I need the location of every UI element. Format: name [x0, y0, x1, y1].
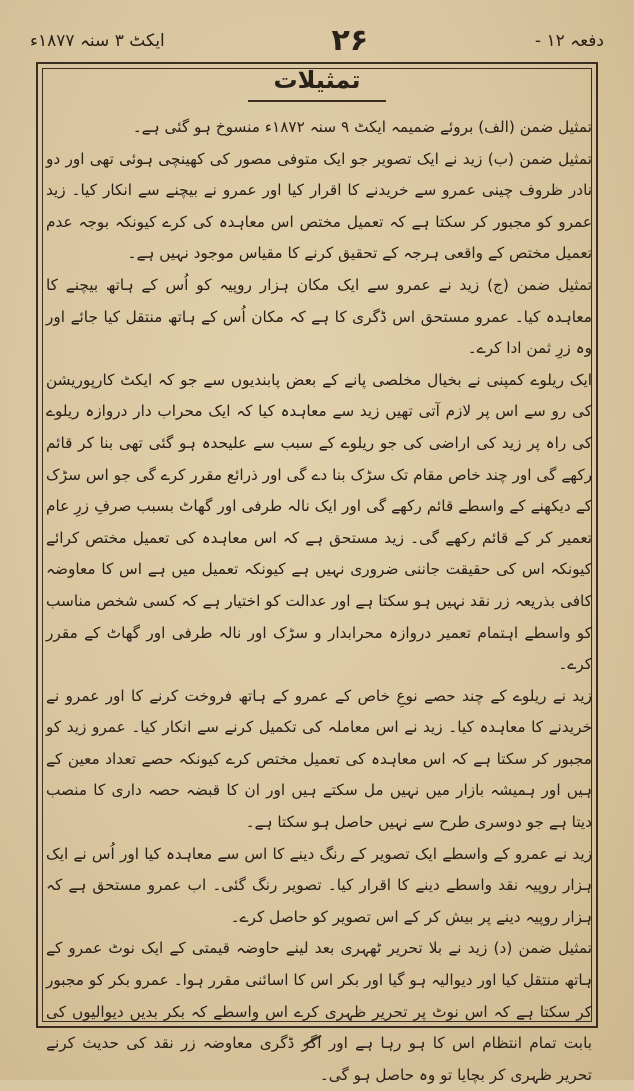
page-number: ۲۶ [331, 22, 369, 58]
paragraph: تمثیل ضمن (ب) زید نے ایک تصویر جو ایک متوفی مصور کی کھینچی ہوئی تھی اور دو نادر ظروف چینی عمرو سے خریدنے کا اقرار کیا اور عمرو نے بیچنے سے انکار کیا۔ زید عمرو کو مجبور کر سکتا ہے کہ تعمیل مختص اس معاہدہ کی کرے کیونکہ بوجہ عدم تعمیل مختص کے واقعی ہرجہ کے تحقیق کرنے کا مقیاس موجود نہیں ہے۔ [46, 149, 592, 263]
paragraph: زید نے ریلوے کے چند حصے نوعِ خاص کے عمرو کے ہاتھ فروخت کرنے کا اور عمرو نے خریدنے کا معاہدہ کیا۔ زید نے اس معاملہ کی تکمیل کرنے سے انکار کیا۔ عمرو زید کو مجبور کر سکتا ہے کہ اس معاہدہ کی تعمیل مختص کرے کیونکہ حصے تعداد معین کے ہیں اور ہمیشہ بازار میں نہیں مل سکتے ہیں اور ان کا قبضہ حصہ داری کا منصب دیتا ہے جو دوسری طرح سے نہیں حاصل ہو سکتا ہے۔ [46, 686, 592, 832]
running-head [30, 22, 604, 58]
heading-underline [248, 100, 386, 102]
act-reference: ایکٹ ۳ سنہ ۱۸۷۷ء [30, 30, 165, 51]
paragraph: زید نے عمرو کے واسطے ایک تصویر کے رنگ دینے کا اس سے معاہدہ کیا اور اُس نے ایک ہزار روپیہ نقد واسطے دینے کا اقرار کیا۔ تصویر رنگ گئی۔ اب عمرو مستحق ہے کہ ہزار روپیہ دینے پر بیش کر کے اس تصویر کو حاصل کرے۔ [46, 844, 592, 926]
body-text [46, 112, 592, 1091]
section-heading: تمثیلات [273, 66, 361, 94]
section-reference: دفعہ ۱۲ - [534, 30, 604, 51]
paragraph: تمثیل ضمن (الف) بروئے ضمیمہ ایکٹ ۹ سنہ ۱۸۷۲ء منسوخ ہو گئی ہے۔ [132, 118, 592, 136]
paragraph: تمثیل ضمن (د) زید نے بلا تحریر ٹھہری بعد لینے حاوضہ قیمتی کے ایک نوٹ عمرو کے ہاتھ منتقل کیا اور دیوالیہ ہو گیا اور بکر اس کا اسائنی مقرر ہوا۔ عمرو بکر کو مجبور کر سکتا ہے کہ اس نوٹ پر تحریر ظہری کرے اس واسطے کہ بکر بدیں دیوالیوں کی بابت تمام انتظام اس کا ہو رہا ہے اور اگر ڈگری معاوضہ زر نقد کی حدیث کرنے تحریر ظہری کر بچایا تو وہ حاصل ہو گی۔ [46, 939, 592, 1084]
paragraph: ایک ریلوے کمپنی نے بخیال مخلصی پانے کے بعض پابندیوں سے جو کہ ایکٹ کارپوریشن کی رو سے اس پر لازم آتی تھیں زید سے معاہدہ کیا کہ ایک محراب دار دروازہ ریلوے کی راہ پر زید کی اراضی کی جو ریلوے کے سبب سے علیحدہ ہو گئی تھی بنا کر قائم رکھے گی اور چند خاص مقام تک سڑک بنا دے گی اور ذرائع مقرر کرے گی جو اس سڑک کے دیکھنے کے واسطے قائم رکھے گی اور ایک نالہ طرفی اور گھاٹ بسبب صرفِ زرِ عام تعمیر کر کے قائم رکھے گی۔ زید مستحق ہے کہ اس معاہدہ کی تعمیل مختص کرائے کیونکہ اس کی حقیقت جاننی ضروری نہیں ہے کیونکہ تعمیل میں ہے اس کا معاوضہ کافی بذریعہ زر نقد نہیں ہو سکتا ہے اور عدالت کو اختیار ہے کہ کسی شخص مناسب کو واسطے اہتمام تعمیر دروازہ محرابدار و سڑک اور نالہ طرفی اور گھاٹ کے مقرر کرے۔ [46, 370, 592, 674]
paragraph: تمثیل ضمن (ج) زید نے عمرو سے ایک مکان ہزار روپیہ کو اُس کے ہاتھ بیچنے کا معاہدہ کیا۔ عمرو مستحق اس ڈگری کا ہے کہ مکان اُس کے ہاتھ منتقل کیا جائے اور وہ زرِ ثمن ادا کرے۔ [46, 275, 592, 358]
